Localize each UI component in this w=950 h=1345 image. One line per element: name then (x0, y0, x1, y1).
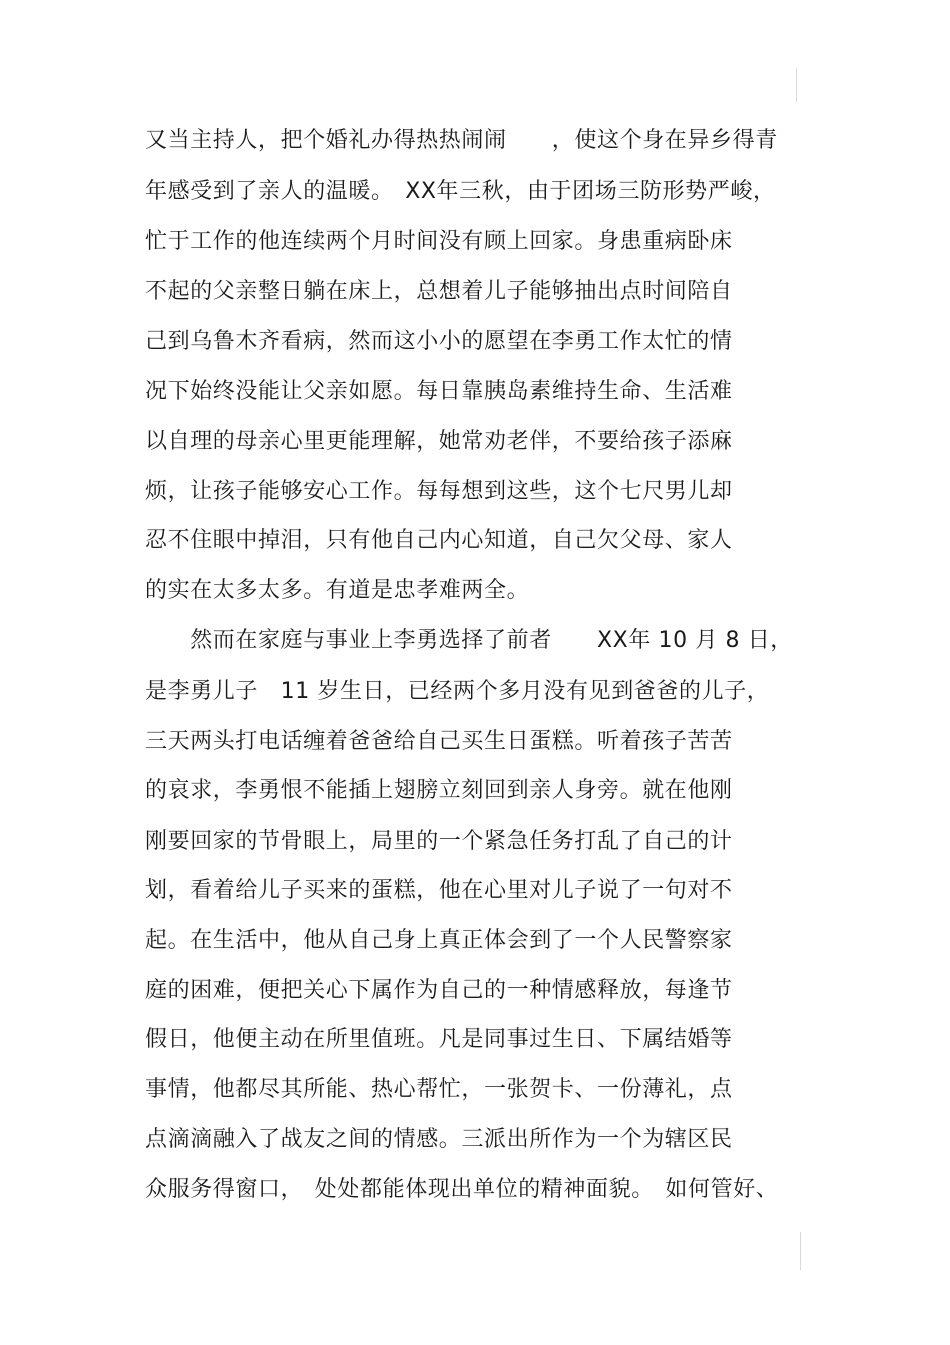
text-line-21: 点滴滴融入了战友之间的情感。三派出所作为一个为辖区民 (145, 1127, 733, 1152)
text-line-13: 三天两头打电话缠着爸爸给自己买生日蛋糕。听着孩子苦苦 (145, 729, 733, 754)
text-line-9: 忍不住眼中掉泪，只有他自己内心知道，自己欠父母、家人 (145, 528, 733, 553)
text-line-12: 是李勇儿子 11 岁生日，已经两个多月没有见到爸爸的儿子， (145, 679, 770, 704)
text-line-20: 事情，他都尽其所能、热心帮忙，一张贺卡、一份薄礼，点 (145, 1077, 733, 1102)
text-line-3: 忙于工作的他连续两个月时间没有顾上回家。身患重病卧床 (145, 229, 733, 254)
text-line-18: 庭的困难，便把关心下属作为自己的一种情感释放，每逢节 (145, 978, 733, 1003)
text-line-10: 的实在太多太多。有道是忠孝难两全。 (145, 578, 530, 603)
text-line-17: 起。在生活中，他从自己身上真正体会到了一个人民警察家 (145, 928, 733, 953)
text-line-2: 年感受到了亲人的温暖。 XX年三秋，由于团场三防形势严峻， (145, 179, 776, 204)
text-line-15: 刚要回家的节骨眼上，局里的一个紧急任务打乱了自己的计 (145, 829, 733, 854)
text-line-22: 众服务得窗口， 处处都能体现出单位的精神面貌。 如何管好、 (145, 1177, 779, 1202)
page-edge-mark-bottom (800, 1232, 801, 1270)
text-line-4: 不起的父亲整日躺在床上，总想着儿子能够抽出点时间陪自 (145, 279, 733, 304)
text-line-6: 况下始终没能让父亲如愿。每日靠胰岛素维持生命、生活难 (145, 379, 733, 404)
text-line-8: 烦，让孩子能够安心工作。每每想到这些，这个七尺男儿却 (145, 479, 733, 504)
text-line-7: 以自理的母亲心里更能理解，她常劝老伴，不要给孩子添麻 (145, 429, 733, 454)
text-line-14: 的哀求，李勇恨不能插上翅膀立刻回到亲人身旁。就在他刚 (145, 778, 733, 803)
text-line-5: 己到乌鲁木齐看病，然而这小小的愿望在李勇工作太忙的情 (145, 329, 733, 354)
text-line-11: 然而在家庭与事业上李勇选择了前者 XX年 10 月 8 日， (145, 628, 793, 653)
text-line-19: 假日，他便主动在所里值班。凡是同事过生日、下属结婚等 (145, 1027, 733, 1052)
text-line-1: 又当主持人，把个婚礼办得热热闹闹 ，使这个身在异乡得青 (145, 128, 778, 153)
page-edge-mark-top (796, 68, 797, 102)
text-line-16: 划，看着给儿子买来的蛋糕，他在心里对儿子说了一句对不 (145, 878, 733, 903)
